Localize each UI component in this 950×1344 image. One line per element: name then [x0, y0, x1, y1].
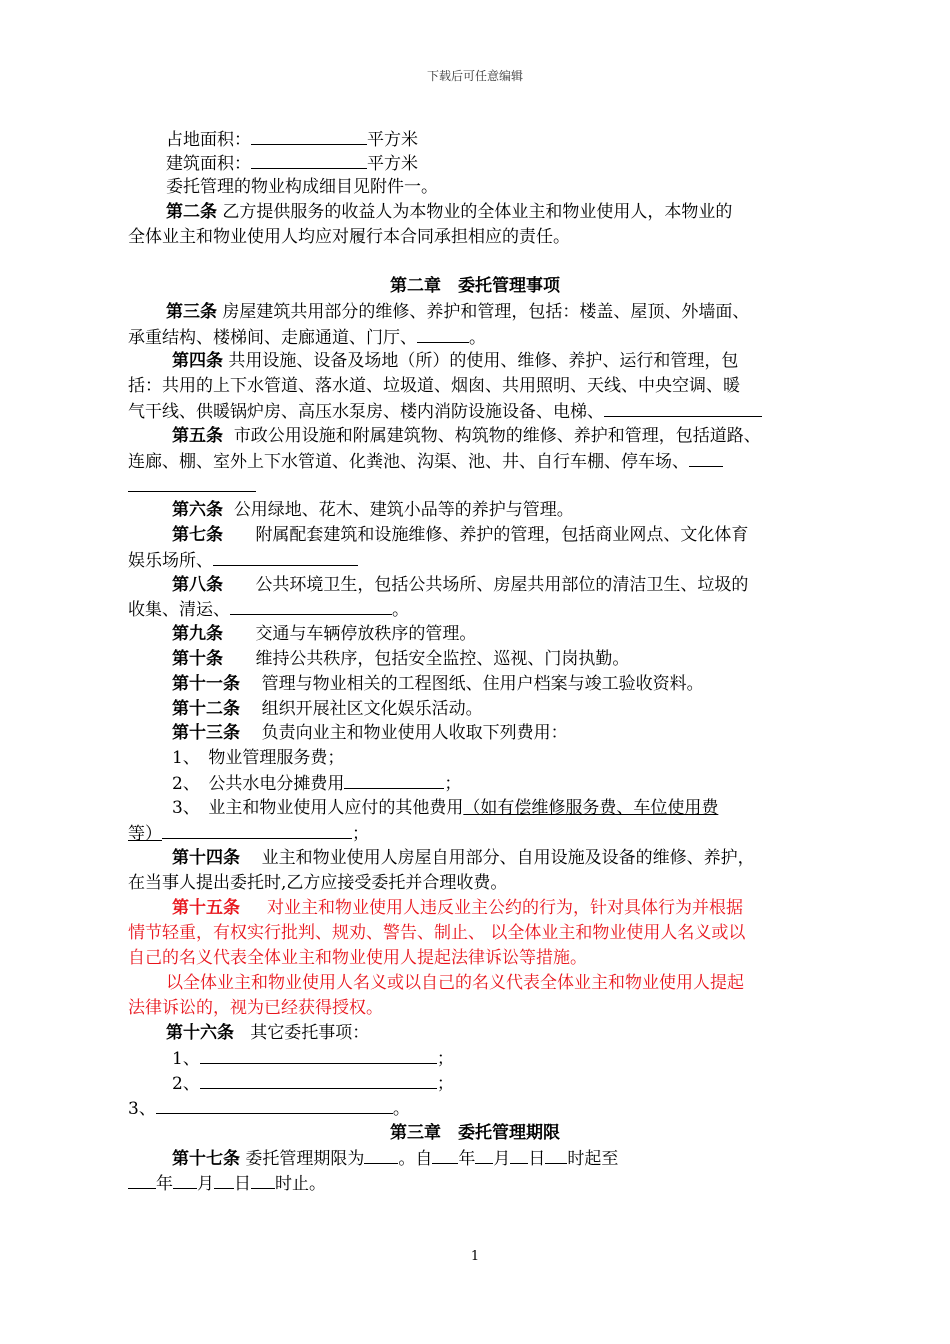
detail-note: 委托管理的物业构成细目见附件一。	[166, 177, 438, 197]
fee-item-3-examples: （如有偿维修服务费、车位使用费	[463, 798, 719, 818]
article-6-line	[172, 498, 574, 522]
land-area-blank	[251, 127, 367, 145]
article-7-line1	[172, 523, 748, 547]
article-6-title: 第六条	[172, 500, 223, 520]
other-item-3-num: 3、	[128, 1099, 156, 1119]
article-12-title: 第十二条	[172, 699, 240, 719]
article-8-end: 。	[392, 600, 409, 620]
fee-item-3-text: 3、 业主和物业使用人应付的其他费用	[172, 798, 464, 818]
article-11-text: 管理与物业相关的工程图纸、住用户档案与竣工验收资料。	[261, 674, 704, 694]
article-4-line1	[172, 349, 738, 373]
article-17-title: 第十七条	[172, 1149, 240, 1169]
article-17-line1	[172, 1146, 618, 1171]
article-5-blank-a	[689, 449, 723, 467]
article-5-line2	[128, 449, 723, 474]
fee-item-3-line2	[128, 821, 369, 846]
land-area-line	[166, 127, 418, 152]
article-15-line5: 法律诉讼的，视为已经获得授权。	[128, 998, 383, 1018]
to-day-blank	[214, 1171, 234, 1189]
land-area-unit: 平方米	[367, 130, 418, 150]
article-7-title: 第七条	[172, 525, 223, 545]
page-header: 下载后可任意编辑	[426, 69, 523, 83]
fee-item-2	[172, 771, 461, 796]
to-year-label: 年	[156, 1174, 173, 1194]
from-day-blank	[510, 1146, 528, 1164]
article-3-title: 第三条	[166, 302, 217, 322]
other-item-3-end: 。	[392, 1099, 410, 1119]
build-area-blank	[251, 151, 367, 169]
build-area-line	[166, 151, 418, 176]
article-10-text: 维持公共秩序，包括安全监控、巡视、门岗执勤。	[255, 649, 630, 669]
fee-item-2-text: 2、 公共水电分摊费用	[172, 774, 345, 794]
article-11-line	[172, 672, 704, 696]
term-text: 委托管理期限为	[245, 1149, 365, 1169]
chapter-3-heading: 第三章 委托管理期限	[390, 1123, 560, 1143]
article-4-text: 共用设施、设备及场地（所）的使用、维修、养护、运行和管理，包	[228, 351, 739, 371]
other-item-1-end: ；	[436, 1049, 454, 1069]
to-year-blank	[128, 1171, 156, 1189]
article-3-line2	[128, 325, 486, 350]
article-10-line	[172, 647, 629, 671]
article-13-title: 第十三条	[172, 723, 240, 743]
article-4-line3	[128, 399, 762, 424]
fee-item-1: 1、 物业管理服务费；	[172, 748, 345, 768]
other-item-3	[128, 1096, 410, 1121]
article-5-title: 第五条	[172, 426, 223, 446]
other-item-1-num: 1、	[172, 1049, 200, 1069]
article-15-line4: 以全体业主和物业使用人名义或以自己的名义代表全体业主和物业使用人提起	[166, 973, 744, 993]
fee-item-2-blank	[344, 771, 444, 789]
other-item-3-blank	[156, 1096, 393, 1114]
to-hour-blank	[251, 1171, 275, 1189]
article-16-title: 第十六条	[166, 1023, 234, 1043]
article-3-text2: 承重结构、楼梯间、走廊通道、门厅、	[128, 328, 417, 348]
page-number: 1	[470, 1249, 480, 1264]
article-15-text: 对业主和物业使用人违反业主公约的行为，针对具体行为并根据	[267, 898, 744, 918]
article-2-title: 第二条	[166, 202, 217, 222]
article-3-end: 。	[469, 328, 486, 348]
article-2-text: 乙方提供服务的收益人为本物业的全体业主和物业使用人，本物业的	[222, 202, 733, 222]
article-14-line1	[172, 846, 755, 870]
article-7-text: 附属配套建筑和设施维修、养护的管理，包括商业网点、文化体育	[255, 525, 749, 545]
other-item-2-end: ；	[436, 1074, 454, 1094]
article-8-title: 第八条	[172, 575, 223, 595]
fee-item-2-end: ；	[444, 774, 462, 794]
article-6-text: 公用绿地、花木、建筑小品等的养护与管理。	[233, 500, 574, 520]
start-text: 时起至	[567, 1149, 619, 1169]
article-4-title: 第四条	[172, 351, 223, 371]
article-16-line	[166, 1021, 369, 1045]
article-7-blank	[213, 548, 358, 566]
land-area-label: 占地面积：	[166, 130, 251, 150]
chapter-2-heading: 第二章 委托管理事项	[390, 276, 560, 296]
article-8-blank	[230, 597, 392, 615]
from-text: 。自	[398, 1149, 433, 1169]
article-8-text2: 收集、清运、	[128, 600, 230, 620]
fee-item-3-blank	[162, 821, 352, 839]
other-item-2-num: 2、	[172, 1074, 200, 1094]
article-11-title: 第十一条	[172, 674, 240, 694]
article-15-line3: 自己的名义代表全体业主和物业使用人提起法律诉讼等措施。	[128, 948, 587, 968]
article-2-line1	[166, 200, 732, 224]
to-month-blank	[173, 1171, 197, 1189]
article-5-text: 市政公用设施和附属建筑物、构筑物的维修、养护和管理，包括道路、	[233, 426, 761, 446]
article-3-line1	[166, 300, 749, 324]
article-13-line	[172, 721, 568, 745]
fee-item-3-end: ；	[352, 824, 369, 844]
month-label: 月	[493, 1149, 511, 1169]
other-item-2-blank	[200, 1071, 437, 1089]
article-7-text2: 娱乐场所、	[128, 551, 213, 571]
from-year-blank	[432, 1146, 458, 1164]
article-17-line2	[128, 1171, 326, 1196]
term-blank	[364, 1146, 398, 1164]
article-14-title: 第十四条	[172, 848, 240, 868]
article-16-text: 其它委托事项：	[250, 1023, 370, 1043]
article-4-blank	[604, 399, 762, 417]
fee-item-3	[172, 796, 718, 820]
other-item-1-blank	[200, 1046, 437, 1064]
article-15-line1	[172, 896, 743, 920]
article-15-line2: 情节轻重，有权实行批判、规劝、警告、制止、 以全体业主和物业使用人名义或以	[128, 923, 746, 943]
article-12-text: 组织开展社区文化娱乐活动。	[261, 699, 483, 719]
article-5-blank-b	[128, 474, 256, 492]
article-8-line1	[172, 573, 748, 597]
article-3-text: 房屋建筑共用部分的维修、养护和管理，包括：楼盖、屋顶、外墙面、	[222, 302, 750, 322]
article-4-line2: 括：共用的上下水管道、落水道、垃圾道、烟囱、共用照明、天线、中央空调、暖	[128, 376, 740, 396]
article-9-text: 交通与车辆停放秩序的管理。	[255, 624, 477, 644]
end-text: 时止。	[275, 1174, 326, 1194]
article-12-line	[172, 697, 483, 721]
from-hour-blank	[545, 1146, 567, 1164]
article-8-line2	[128, 597, 409, 622]
fee-item-3-etc: 等）	[128, 824, 162, 844]
build-area-label: 建筑面积：	[166, 154, 251, 174]
article-10-title: 第十条	[172, 649, 223, 669]
day-label: 日	[528, 1149, 546, 1169]
article-5-text2: 连廊、棚、室外上下水管道、化粪池、沟渠、池、井、自行车棚、停车场、	[128, 452, 689, 472]
article-15-title: 第十五条	[172, 898, 240, 918]
article-2-line2: 全体业主和物业使用人均应对履行本合同承担相应的责任。	[128, 227, 570, 247]
article-14-line2: 在当事人提出委托时,乙方应接受委托并合理收费。	[128, 873, 508, 893]
to-month-label: 月	[197, 1174, 214, 1194]
article-14-text: 业主和物业使用人房屋自用部分、自用设施及设备的维修、养护，	[261, 848, 755, 868]
article-5-line1	[172, 424, 761, 448]
article-9-line	[172, 622, 476, 646]
article-3-blank	[417, 325, 469, 343]
other-item-1	[172, 1046, 454, 1071]
build-area-unit: 平方米	[367, 154, 418, 174]
article-8-text: 公共环境卫生，包括公共场所、房屋共用部位的清洁卫生、垃圾的	[255, 575, 749, 595]
article-9-title: 第九条	[172, 624, 223, 644]
article-13-text: 负责向业主和物业使用人收取下列费用：	[261, 723, 568, 743]
to-day-label: 日	[234, 1174, 251, 1194]
year-label: 年	[458, 1149, 476, 1169]
other-item-2	[172, 1071, 454, 1096]
article-7-line2	[128, 548, 358, 573]
from-month-blank	[475, 1146, 493, 1164]
article-4-text3: 气干线、供暖锅炉房、高压水泵房、楼内消防设施设备、电梯、	[128, 402, 604, 422]
